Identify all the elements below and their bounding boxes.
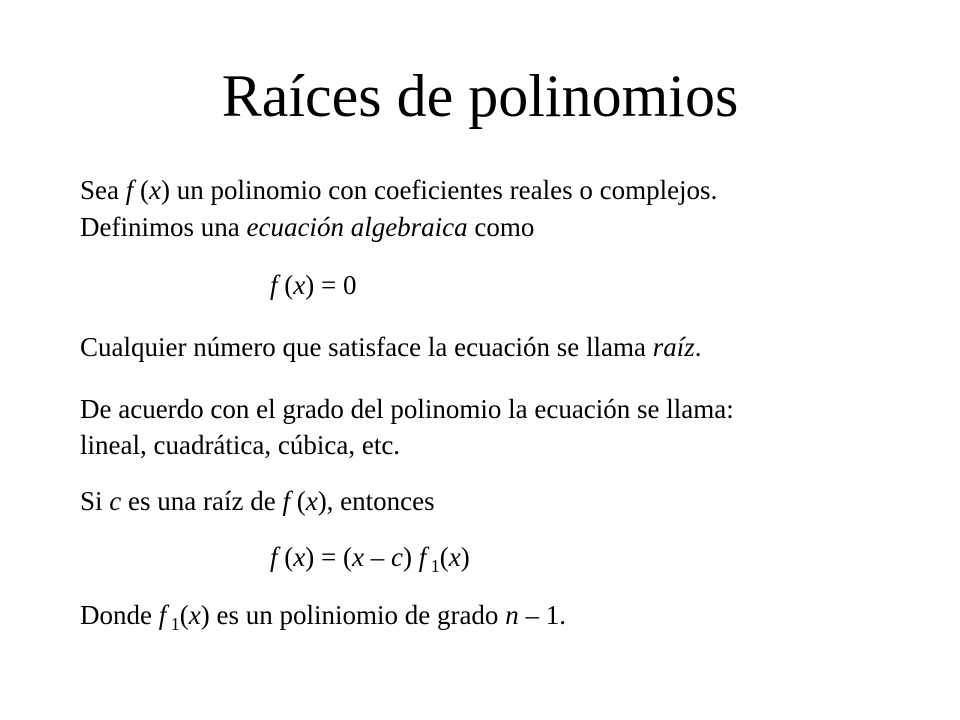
degree-line-2: lineal, cuadrática, cúbica, etc. xyxy=(80,430,401,460)
quotient-degree-line: Donde f $_1$(x) es un poliniomio de grado n – 1. xyxy=(80,600,566,634)
equation-f-equals-zero: f (x) = 0 xyxy=(270,270,357,300)
slide-title: Raíces de polinomios xyxy=(221,63,739,129)
root-definition-line: Cualquier número que satisface la ecuación se llama raíz. xyxy=(80,332,702,362)
definition-line-2: Definimos una ecuación algebraica como xyxy=(80,212,535,242)
definition-line-1: Sea f (x) un polinomio con coeficientes reales o complejos. xyxy=(80,175,718,205)
equation-factored: f (x) = (x – c) f $_1$(x) xyxy=(270,542,470,576)
degree-line-1: De acuerdo con el grado del polinomio la ecuación se llama: xyxy=(80,394,734,424)
factor-theorem-line: Si c es una raíz de f (x), entonces xyxy=(80,486,435,516)
